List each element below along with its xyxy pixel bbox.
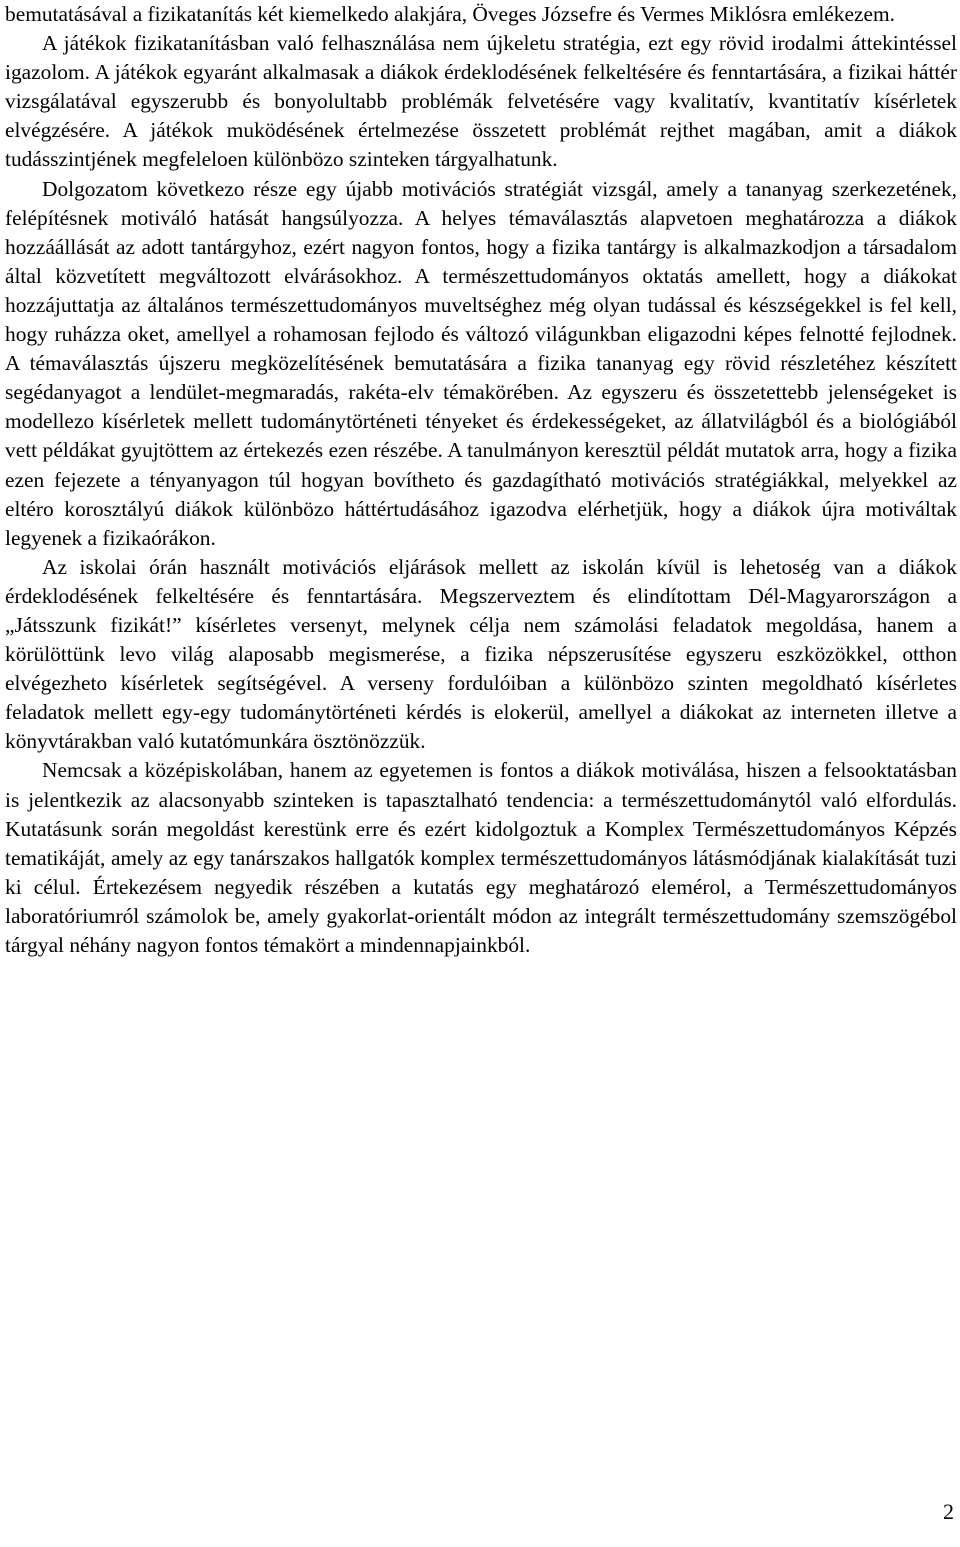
paragraph-games-strategy: A játékok fizikatanításban való felhasználása nem újkeletu stratégia, ezt egy rövid irodalmi áttekintéssel igazolom. A játékok egyaránt alkalmasak a diákok érdeklodésének felkeltésére és fenntartására, a fizikai háttér vizsgálatával egyszerubb és bonyolultabb problémák felvetésére vagy kvalitatív, kvantitatív kísérletek elvégzésére. A játékok muködésének értelmezése összetett problémát rejthet magában, amit a diákok tudásszintjének megfeleloen különbözo szinteken tárgyalhatunk. [5,31,957,172]
paragraph-continued: bemutatásával a fizikatanítás két kiemelkedo alakjára, Öveges Józsefre és Vermes Miklósra emlékezem. [5,2,895,26]
document-page [5,0,957,960]
page-number: 2 [943,1499,954,1524]
paragraph-curriculum-structure: Dolgozatom következo része egy újabb motivációs stratégiát vizsgál, amely a tananyag szerkezetének, felépítésnek motiváló hatását hangsúlyozza. A helyes témaválasztás alapvetoen meghatározza a diákok hozzáállását az adott tantárgyhoz, ezért nagyon fontos, hogy a fizika tantárgy is alkalmazkodjon a társadalom által közvetített megváltozott elvárásokhoz. A természettudományos oktatás amellett, hogy a diákokat hozzájuttatja az általános természettudományos muveltséghez még olyan tudással és készségekkel is fel kell, hogy ruházza oket, amellyel a rohamosan fejlodo és változó világunkban eligazodni képes felnotté fejlodnek. A témaválasztás újszeru megközelítésének bemutatására a fizika tananyag egy rövid részletéhez készített segédanyagot a lendület-megmaradás, rakéta-elv témakörében. Az egyszeru és összetettebb jelenségeket is modellezo kísérletek mellett tudománytörténeti tényeket és érdekességeket, az állatvilágból és a biológiából vett példákat gyujtöttem az értekezés ezen részébe. A tanulmányon keresztül példát mutatok arra, hogy a fizika ezen fejezete a tényanyagon túl hogyan bovítheto és gazdagítható motivációs stratégiákkal, melyekkel az eltéro korosztályú diákok különbözo háttértudásához igazodva elérhetjük, hogy a diákok újra motiváltak legyenek a fizikaórákon. [5,176,957,550]
paragraph-university: Nemcsak a középiskolában, hanem az egyetemen is fontos a diákok motiválása, hiszen a felsooktatásban is jelentkezik az alacsonyabb szinteken is tapasztalható tendencia: a természettudománytól való elfordulás. Kutatásunk során megoldást kerestünk erre és ezért kidolgoztuk a Komplex Természettudományos Képzés tematikáját, amely az egy tanárszakos hallgatók komplex természettudományos látásmódjának kialakítását tuzi ki célul. Értekezésem negyedik részében a kutatás egy meghatározó elemérol, a Természettudományos laboratóriumról számolok be, amely gyakorlat-orientált módon az integrált természettudomány szemszögébol tárgyal néhány nagyon fontos témakört a mindennapjainkból. [5,758,957,957]
paragraph-competition: Az iskolai órán használt motivációs eljárások mellett az iskolán kívül is lehetoség van a diákok érdeklodésének felkeltésére és fenntartására. Megszerveztem és elindítottam Dél-Magyarországon a „Játsszunk fizikát!” kísérletes versenyt, melynek célja nem számolási feladatok megoldása, hanem a körülöttünk levo világ alaposabb megismerése, a fizika népszerusítése egyszeru eszközökkel, otthon elvégezheto kísérletek segítségével. A verseny fordulóiban a különbözo szinten megoldható kísérletes feladatok mellett egy-egy tudománytörténeti kérdés is elokerül, amellyel a diákokat az interneten illetve a könyvtárakban való kutatómunkára ösztönözzük. [5,554,957,754]
